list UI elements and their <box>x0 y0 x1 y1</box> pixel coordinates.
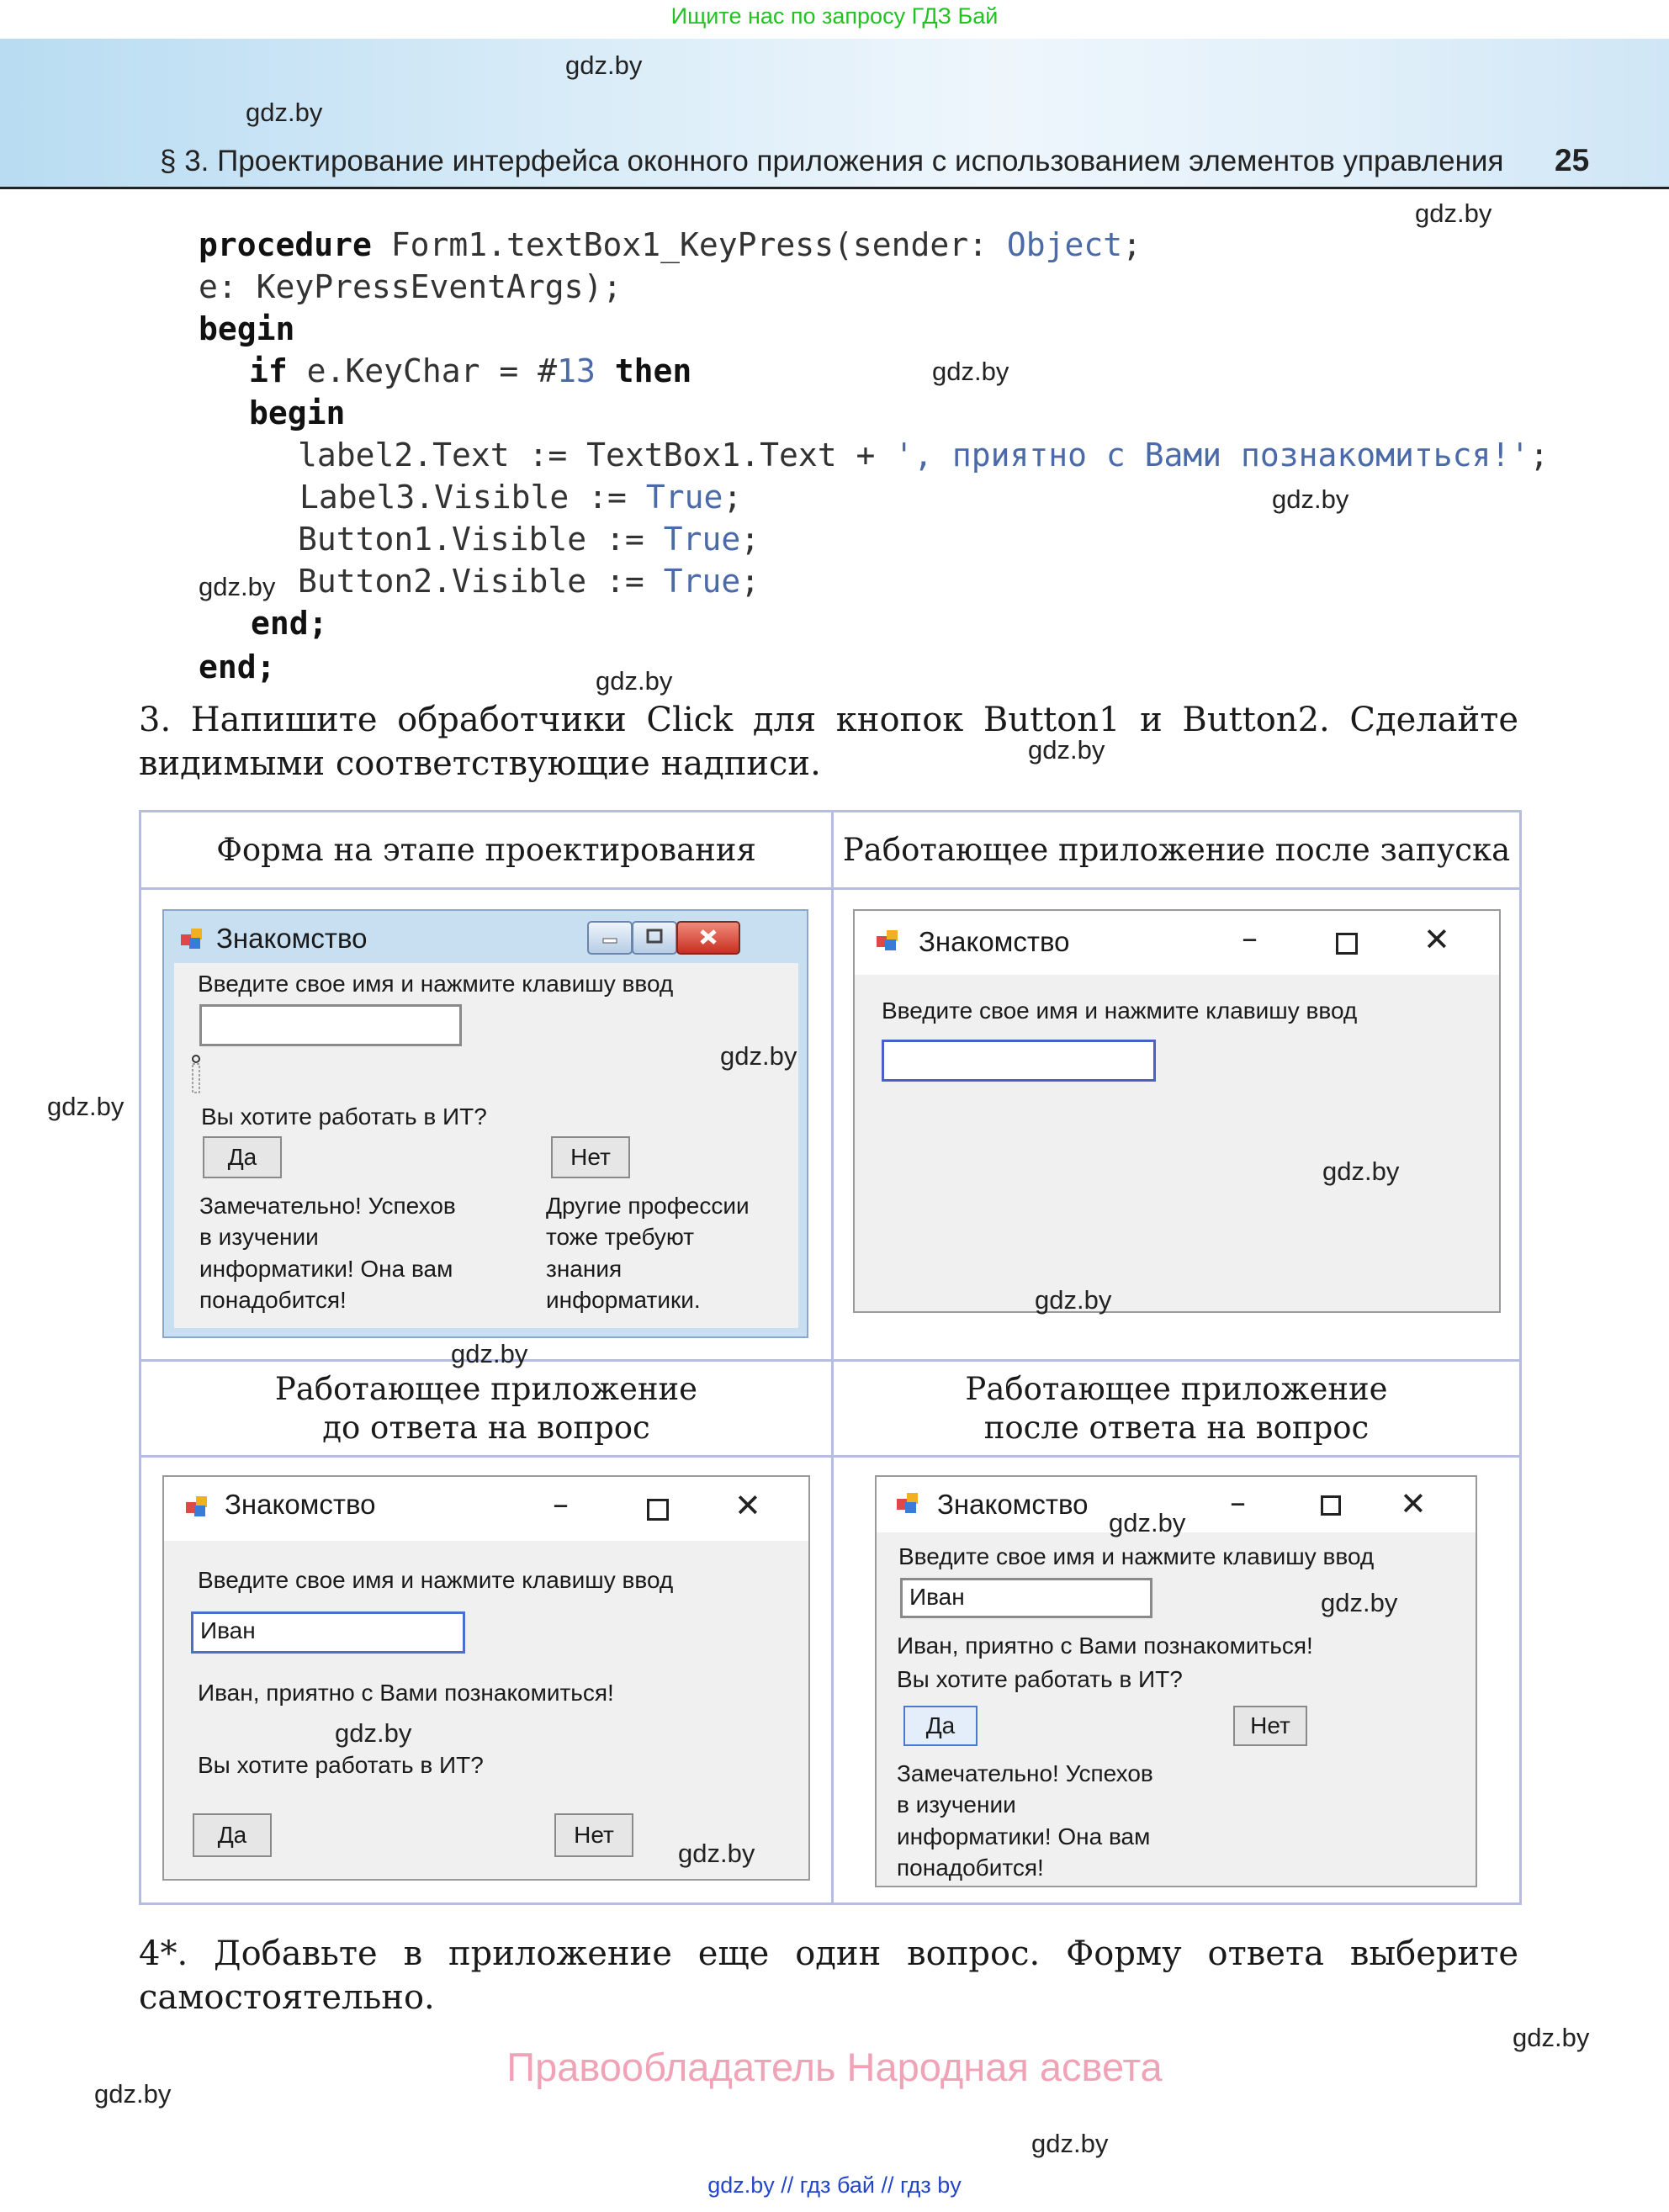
yes-message-line: понадобится! <box>897 1855 1044 1881</box>
window-title: Знакомство <box>937 1489 1089 1520</box>
header-line: Работающее приложение <box>274 1370 698 1407</box>
watermark: gdz.by <box>565 50 643 80</box>
table-divider <box>141 1455 1519 1458</box>
app-icon <box>895 1490 920 1516</box>
name-textbox[interactable]: Иван <box>900 1578 1152 1618</box>
watermark: gdz.by <box>1322 1156 1400 1186</box>
close-icon[interactable]: ✕ <box>1400 1485 1427 1522</box>
header-divider <box>0 187 1669 189</box>
watermark: gdz.by <box>1031 2129 1109 2158</box>
code-line-11: end; <box>199 648 276 685</box>
watermark: gdz.by <box>246 98 323 127</box>
footer-links[interactable]: gdz.by // гдз бай // гдз by <box>707 2172 962 2198</box>
window-title: Знакомство <box>225 1489 376 1520</box>
watermark: gdz.by <box>678 1839 755 1868</box>
yes-message-line: информатики! Она вам <box>897 1823 1151 1850</box>
code-line-9: Button2.Visible := True; <box>298 563 760 600</box>
yes-message-line: в изучении <box>199 1224 319 1250</box>
design-form-window <box>162 909 808 1338</box>
close-button[interactable] <box>676 921 740 955</box>
watermark: gdz.by <box>47 1092 125 1121</box>
prompt-label: Введите свое имя и нажмите клавишу ввод <box>198 1567 674 1593</box>
no-message-line: тоже требуют <box>546 1224 695 1250</box>
watermark: gdz.by <box>596 666 673 696</box>
name-textbox[interactable]: Иван <box>191 1611 465 1654</box>
close-icon[interactable]: ✕ <box>734 1487 761 1524</box>
name-textbox[interactable] <box>199 1004 462 1046</box>
window-title: Знакомство <box>216 923 368 954</box>
yes-message-line: информатики! Она вам <box>199 1256 453 1282</box>
header-line: Работающее приложение <box>965 1370 1388 1407</box>
no-button[interactable]: Нет <box>551 1136 630 1178</box>
watermark: gdz.by <box>1035 1285 1112 1315</box>
close-icon[interactable]: ✕ <box>1423 921 1450 958</box>
yes-button[interactable]: Да <box>203 1136 282 1178</box>
watermark: gdz.by <box>1415 198 1492 228</box>
watermark: gdz.by <box>1028 735 1105 765</box>
watermark: gdz.by <box>94 2079 172 2109</box>
header-line: после ответа на вопрос <box>983 1409 1370 1446</box>
minimize-icon[interactable]: – <box>553 1485 569 1522</box>
question-label: Вы хотите работать в ИТ? <box>201 1103 487 1130</box>
yes-message-line: Замечательно! Успехов <box>897 1760 1153 1786</box>
copyright-notice: Правообладатель Народная асвета <box>506 2045 1163 2089</box>
section-title: § 3. Проектирование интерфейса оконного приложения с использованием элементов управления <box>160 145 1504 177</box>
app-icon <box>875 928 900 953</box>
code-line-7: Label3.Visible := True; <box>299 479 743 516</box>
watermark: gdz.by <box>932 357 1009 386</box>
minimize-icon[interactable]: – <box>1230 1484 1246 1521</box>
code-line-8: Button1.Visible := True; <box>298 521 760 558</box>
yes-message-line: понадобится! <box>199 1287 347 1313</box>
table-divider <box>831 812 834 1902</box>
maximize-icon[interactable] <box>647 1499 669 1521</box>
prompt-label: Введите свое имя и нажмите клавишу ввод <box>198 971 674 997</box>
launch-window <box>853 909 1501 1313</box>
page-number: 25 <box>1555 143 1590 177</box>
watermark: gdz.by <box>199 572 276 601</box>
no-message-line: Другие профессии <box>546 1193 750 1219</box>
app-icon <box>184 1494 209 1519</box>
prompt-label: Введите свое имя и нажмите клавишу ввод <box>898 1543 1375 1569</box>
no-button[interactable]: Нет <box>1233 1706 1307 1746</box>
minimize-icon[interactable]: – <box>1242 919 1258 956</box>
maximize-icon[interactable] <box>1321 1495 1341 1516</box>
watermark: gdz.by <box>451 1339 528 1368</box>
task-3-text: 3. Напишите обработчики Click для кнопок Button1 и Button2. Сделайте видимыми соответствующие надписи. <box>139 701 1518 783</box>
watermark: gdz.by <box>1513 2023 1590 2052</box>
no-button[interactable]: Нет <box>554 1813 633 1857</box>
table-divider <box>141 887 1519 890</box>
minimize-button[interactable] <box>587 921 633 955</box>
code-line-6: label2.Text := TextBox1.Text + ', приятно с Вами познакомиться!'; <box>298 437 1550 474</box>
greeting-label: Иван, приятно с Вами познакомиться! <box>897 1633 1313 1659</box>
yes-button[interactable]: Да <box>193 1813 272 1857</box>
header-line: до ответа на вопрос <box>322 1409 650 1446</box>
watermark: gdz.by <box>1321 1588 1398 1617</box>
watermark: gdz.by <box>1272 484 1349 514</box>
app-icon <box>179 926 204 951</box>
watermark: gdz.by <box>720 1041 797 1071</box>
yes-message-line: Замечательно! Успехов <box>199 1193 456 1219</box>
label-placeholder <box>191 1054 201 1094</box>
watermark: gdz.by <box>1109 1508 1186 1537</box>
name-textbox[interactable] <box>882 1040 1156 1082</box>
code-line-5: begin <box>249 394 346 431</box>
yes-message-line: в изучении <box>897 1791 1016 1818</box>
header-after-answer <box>834 1362 1519 1455</box>
task-4-text: 4*. Добавьте в приложение еще один вопрос. Форму ответа выберите самостоятельно. <box>139 1934 1518 2017</box>
top-search-link[interactable]: Ищите нас по запросу ГДЗ Бай <box>670 3 999 29</box>
header-after-launch: Работающее приложение после запуска <box>842 831 1511 868</box>
maximize-button[interactable] <box>632 921 677 955</box>
code-line-3: begin <box>199 310 295 347</box>
header-design-form: Форма на этапе проектирования <box>216 831 756 868</box>
code-line-1: procedure Form1.textBox1_KeyPress(sender: Object; <box>199 226 1142 263</box>
no-message-line: знания <box>546 1256 623 1282</box>
yes-button[interactable]: Да <box>903 1706 978 1746</box>
prompt-label: Введите свое имя и нажмите клавишу ввод <box>882 998 1358 1024</box>
code-line-4: if e.KeyChar = #13 then <box>249 352 692 389</box>
code-line-10: end; <box>251 605 328 642</box>
before-answer-window <box>162 1475 810 1881</box>
question-label: Вы хотите работать в ИТ? <box>198 1752 484 1778</box>
window-title: Знакомство <box>919 926 1070 957</box>
greeting-label: Иван, приятно с Вами познакомиться! <box>198 1680 614 1706</box>
maximize-icon[interactable] <box>1336 933 1358 955</box>
no-message-line: информатики. <box>546 1287 701 1313</box>
header-before-answer <box>141 1362 831 1455</box>
watermark: gdz.by <box>335 1718 412 1748</box>
code-line-2: e: KeyPressEventArgs); <box>199 268 623 305</box>
question-label: Вы хотите работать в ИТ? <box>897 1666 1183 1692</box>
